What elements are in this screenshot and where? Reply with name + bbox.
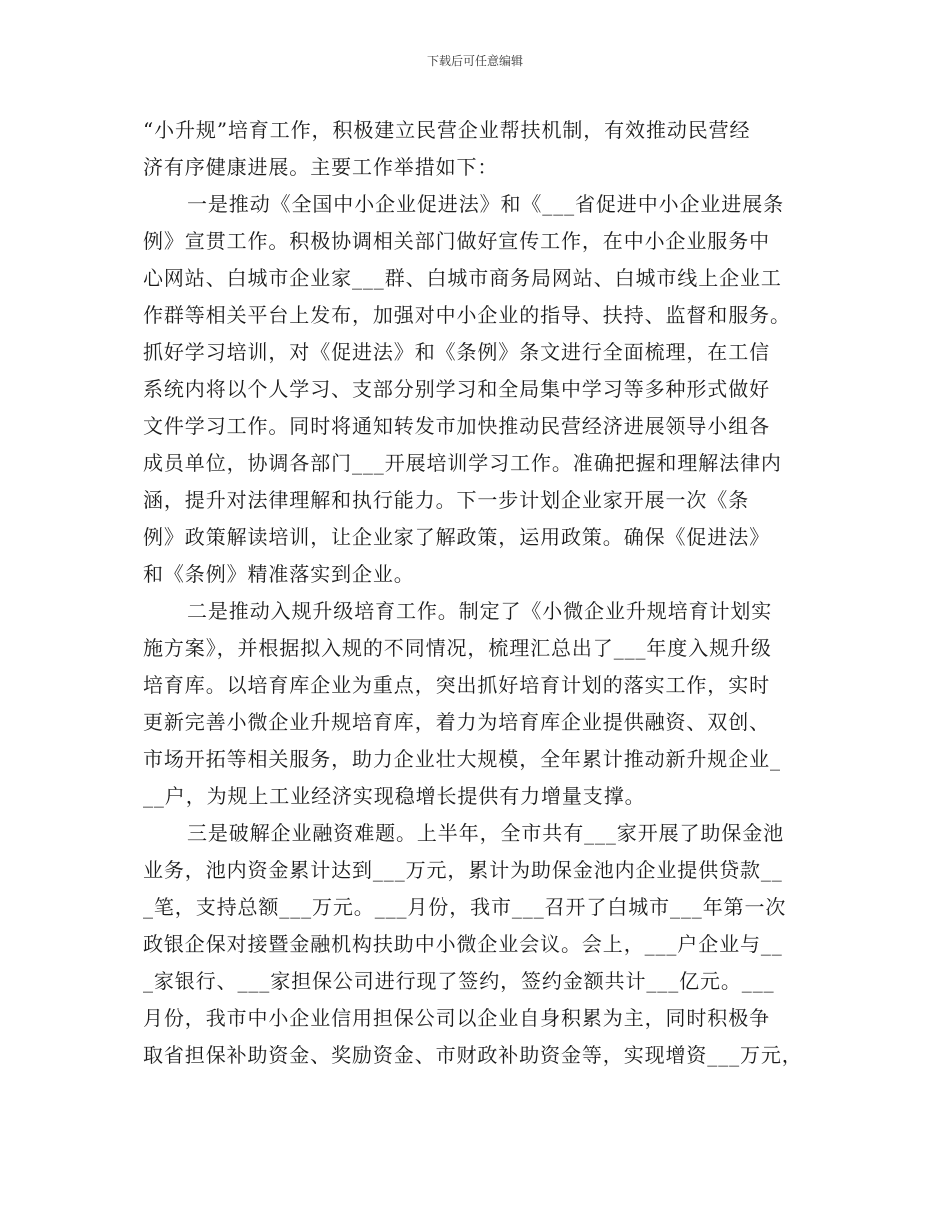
text-line: 作群等相关平台上发布，加强对中小企业的指导、扶持、监督和服务。 bbox=[143, 303, 791, 327]
text-line: _家银行、___家担保公司进行现了签约，签约金额共计___亿元。___ bbox=[143, 969, 775, 993]
text-line: __户，为规上工业经济实现稳增长提供有力增量支撑。 bbox=[143, 784, 646, 808]
text-line: 月份，我市中小企业信用担保公司以企业自身积累为主，同时积极争 bbox=[143, 1006, 770, 1030]
text-line: 培育库。以培育库企业为重点，突出抓好培育计划的落实工作，实时 bbox=[143, 673, 770, 697]
text-line: 取省担保补助资金、奖励资金、市财政补助资金等，实现增资___万元， bbox=[143, 1043, 803, 1067]
page-header: 下载后可任意编辑 bbox=[426, 54, 523, 68]
text-line: 心网站、白城市企业家___群、白城市商务局网站、白城市线上企业工 bbox=[143, 266, 782, 290]
paragraph bbox=[143, 186, 813, 593]
text-line: 市场开拓等相关服务，助力企业壮大规模，全年累计推动新升规企业_ bbox=[143, 747, 781, 771]
text-line: 例》宣贯工作。积极协调相关部门做好宣传工作，在中小企业服务中 bbox=[143, 229, 770, 253]
text-line: 和《条例》精准落实到企业。 bbox=[143, 562, 415, 586]
text-line: _笔，支持总额___万元。___月份，我市___召开了白城市___年第一次 bbox=[143, 895, 787, 919]
text-line: 一是推动《全国中小企业促进法》和《___省促进中小企业进展条 bbox=[187, 192, 784, 216]
text-line: 二是推动入规升级培育工作。制定了《小微企业升规培育计划实 bbox=[187, 599, 773, 623]
document-body bbox=[143, 112, 813, 1074]
paragraph bbox=[143, 815, 813, 1074]
text-line: 政银企保对接暨金融机构扶助中小微企业会议。会上，___户企业与__ bbox=[143, 932, 783, 956]
text-line: 施方案》，并根据拟入规的不同情况，梳理汇总出了___年度入规升级 bbox=[143, 636, 772, 660]
text-line: 涵，提升对法律理解和执行能力。下一步计划企业家开展一次《条 bbox=[143, 488, 750, 512]
text-line: 更新完善小微企业升规培育库，着力为培育库企业提供融资、双创、 bbox=[143, 710, 770, 734]
text-line: 业务，池内资金累计达到___万元，累计为助保金池内企业提供贷款__ bbox=[143, 858, 783, 882]
paragraph bbox=[143, 112, 813, 186]
text-line: 例》政策解读培训，让企业家了解政策，运用政策。确保《促进法》 bbox=[143, 525, 770, 549]
text-line: 成员单位，协调各部门___开展培训学习工作。准确把握和理解法律内 bbox=[143, 451, 782, 475]
text-line: 抓好学习培训，对《促进法》和《条例》条文进行全面梳理，在工信 bbox=[143, 340, 770, 364]
text-line: 系统内将以个人学习、支部分别学习和全局集中学习等多种形式做好 bbox=[143, 377, 770, 401]
text-line: 三是破解企业融资难题。上半年，全市共有___家开展了助保金池 bbox=[187, 821, 784, 845]
text-line: “小升规”培育工作，积极建立民营企业帮扶机制，有效推动民营经 bbox=[143, 118, 751, 142]
paragraph bbox=[143, 593, 813, 815]
text-line: 文件学习工作。同时将通知转发市加快推动民营经济进展领导小组各 bbox=[143, 414, 770, 438]
text-line: 济有序健康进展。主要工作举措如下： bbox=[143, 155, 499, 179]
